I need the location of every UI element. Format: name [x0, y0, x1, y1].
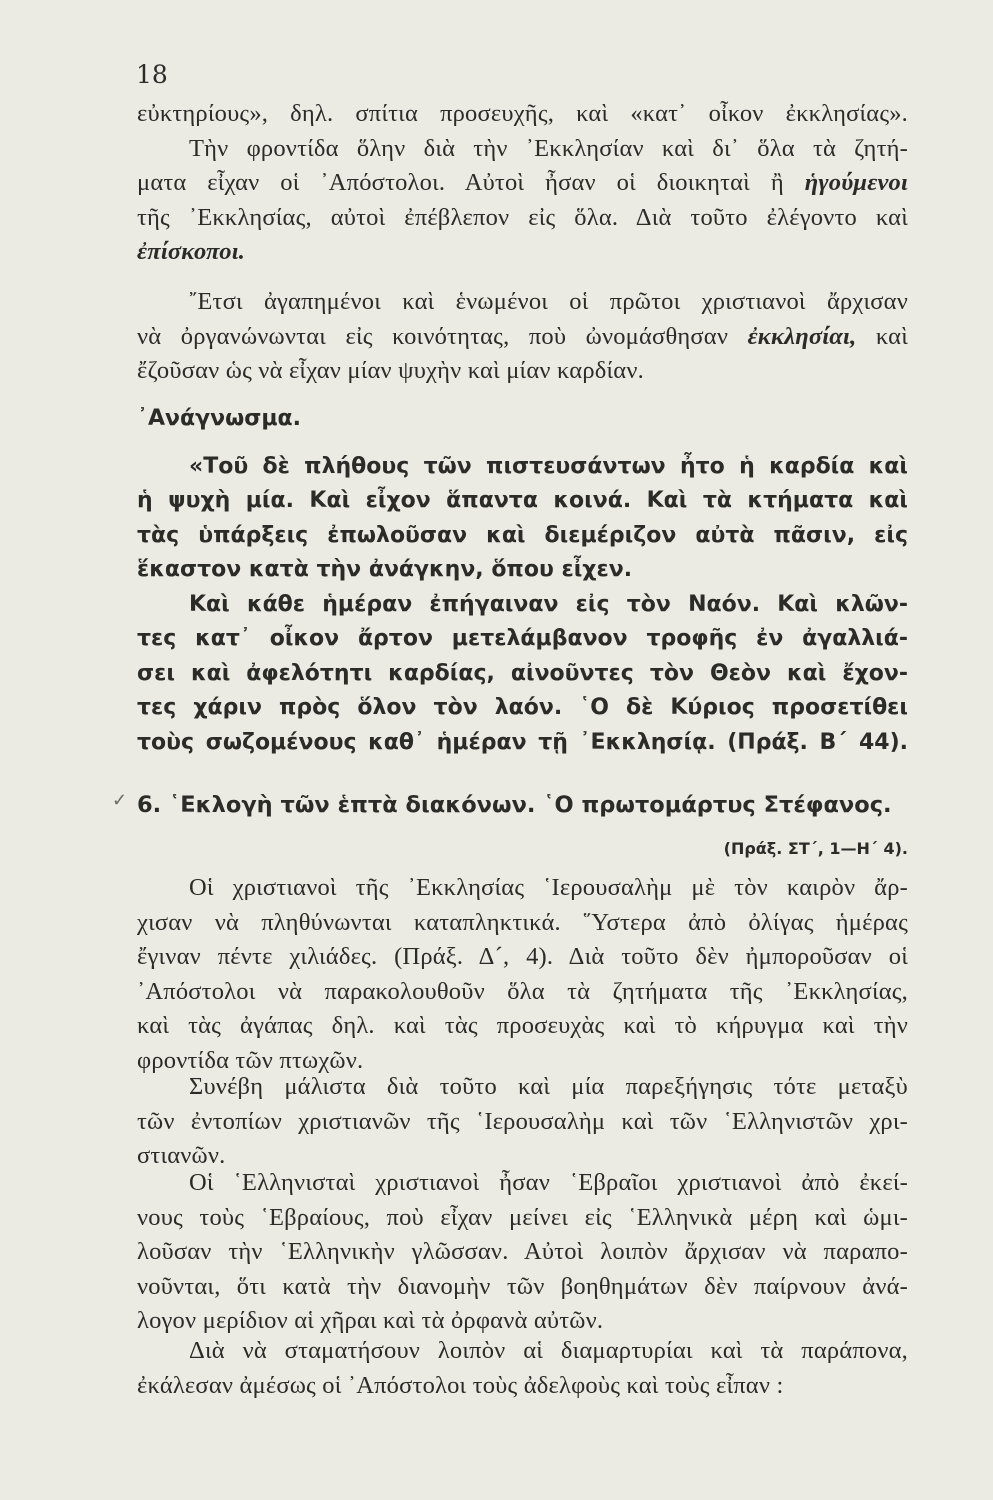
text-line: φροντίδα τῶν πτωχῶν.	[137, 1046, 364, 1074]
text-line: Συνέβη μάλιστα διὰ τοῦτο καὶ μία παρεξήγησις τότε μεταξὺ	[189, 1073, 908, 1100]
text-line: ῎Ετσι ἀγαπημένοι καὶ ἑνωμένοι οἱ πρῶτοι χριστιανοὶ ἄρχισαν	[189, 288, 908, 315]
quote-line: τὰς ὑπάρξεις ἐπωλοῦσαν καὶ διεμέριζον αὐτὰ πᾶσιν, εἰς	[137, 522, 908, 548]
section-reference: (Πράξ. ΣΤ´, 1—Η´ 4).	[723, 839, 908, 858]
reading-quote-1	[137, 450, 908, 588]
paragraph-section6-4	[137, 1334, 908, 1403]
quote-line: «Τοῦ δὲ πλήθους τῶν πιστευσάντων ἦτο ἡ καρδία καὶ	[189, 454, 908, 479]
text-line: λογον μερίδιον αἱ χῆραι καὶ τὰ ὀρφανὰ αὐτῶν.	[137, 1307, 604, 1335]
text-line: ἔζοῦσαν ὡς νὰ εἶχαν μίαν ψυχὴν καὶ μίαν καρδίαν.	[137, 357, 644, 385]
quote-line: Καὶ κάθε ἡμέραν ἐπήγαιναν εἰς τὸν Ναόν. Καὶ κλῶν-	[189, 592, 908, 617]
text-line: Οἱ χριστιανοὶ τῆς ᾿Εκκλησίας ῾Ιερουσαλὴμ μὲ τὸν καιρὸν ἄρ-	[189, 874, 908, 901]
quote-line: τες κατ᾿ οἶκον ἄρτον μετελάμβανον τροφῆς ἐν ἀγαλλιά-	[137, 626, 908, 652]
text-line: Οἱ ῾Ελληνισταὶ χριστιανοὶ ἦσαν ῾Εβραῖοι χριστιανοὶ ἀπὸ ἐκεί-	[189, 1169, 908, 1196]
text-line: νοῦνται, ὅτι κατὰ τὴν διανομὴν τῶν βοηθημάτων δὲν παίρνουν ἀνά-	[137, 1272, 908, 1300]
text-line: καὶ τὰς ἀγάπας δηλ. καὶ τὰς προσευχὰς καὶ τὸ κήρυγμα καὶ τὴν	[137, 1012, 908, 1040]
text-line: λοῦσαν τὴν ῾Ελληνικὴν γλῶσσαν. Αὐτοὶ λοιπὸν ἄρχισαν νὰ παραπο-	[137, 1238, 908, 1266]
paragraph-section6-2	[137, 1070, 908, 1174]
text-line: νους τοὺς ῾Εβραίους, ποὺ εἶχαν μείνει εἰς ῾Ελληνικὰ μέρη καὶ ὡμι-	[137, 1203, 908, 1231]
text-line: εὐκτηρίους», δηλ. σπίτια προσευχῆς, καὶ «κατ᾿ οἶκον ἐκκλησίας».	[137, 100, 908, 127]
reading-title: ᾿Ανάγνωσμα.	[137, 406, 302, 431]
text-line: τῶν ἐντοπίων χριστιανῶν τῆς ῾Ιερουσαλὴμ καὶ τῶν ῾Ελληνιστῶν χρι-	[137, 1107, 908, 1135]
emphasis-episkopoi: ἐπίσκοποι.	[137, 238, 246, 266]
text-line: ᾿Απόστολοι νὰ παρακολουθοῦν ὅλα τὰ ζητήματα τῆς ᾿Εκκλησίας,	[137, 977, 908, 1005]
quote-line: ἡ ψυχὴ μία. Καὶ εἶχον ἅπαντα κοινά. Καὶ τὰ κτήματα καὶ	[137, 488, 908, 514]
margin-check-mark: ✓	[112, 790, 128, 811]
text-line: ἔγιναν πέντε χιλιάδες. (Πράξ. Δ´, 4). Διὰ τοῦτο δὲν ἠμποροῦσαν οἱ	[137, 943, 908, 971]
quote-line: σει καὶ ἀφελότητι καρδίας, αἰνοῦντες τὸν Θεὸν καὶ ἔχον-	[137, 660, 908, 686]
text-line: χισαν νὰ πληθύνωνται καταπληκτικά. ῞Υστερα ἀπὸ ὀλίγας ἡμέρας	[137, 908, 908, 936]
quote-line: ἕκαστον κατὰ τὴν ἀνάγκην, ὅπου εἶχεν.	[137, 557, 633, 583]
text-line: Τὴν φροντίδα ὅλην διὰ τὴν ᾿Εκκλησίαν καὶ δι᾿ ὅλα τὰ ζητή-	[189, 134, 908, 162]
paragraph-intro	[137, 97, 908, 270]
text-line	[137, 235, 908, 270]
text-line: ἐκάλεσαν ἀμέσως οἱ ᾿Απόστολοι τοὺς ἀδελφοὺς καὶ τοὺς εἶπαν :	[137, 1371, 784, 1399]
text-line: ματα εἶχαν οἱ ᾿Απόστολοι. Αὐτοὶ ἦσαν οἱ διοικηταὶ ἢ ἡγούμενοι	[137, 169, 908, 197]
emphasis-ekklisiai: ἐκκλησίαι,	[747, 322, 857, 350]
text-line: στιανῶν.	[137, 1142, 226, 1170]
page-number: 18	[136, 60, 168, 89]
section-heading: 6. ῾Εκλογὴ τῶν ἑπτὰ διακόνων. ῾Ο πρωτομάρτυς Στέφανος.	[137, 792, 892, 818]
paragraph-communities	[137, 285, 908, 389]
text-line: νὰ ὀργανώνωνται εἰς κοινότητας, ποὺ ὠνομάσθησαν ἐκκλησίαι, καὶ	[137, 322, 909, 350]
emphasis-hegoumenoi: ἡγούμενοι	[804, 169, 908, 197]
paragraph-section6-3	[137, 1166, 908, 1339]
quote-line: τες χάριν πρὸς ὅλον τὸν λαόν. ῾Ο δὲ Κύριος προσετίθει	[137, 695, 908, 721]
paragraph-section6-1	[137, 871, 908, 1079]
quote-line: τοὺς σωζομένους καθ᾿ ἡμέραν τῇ ᾿Εκκλησίᾳ. (Πράξ. Β´ 44).	[137, 729, 908, 755]
text-line: τῆς ᾿Εκκλησίας, αὐτοὶ ἐπέβλεπον εἰς ὅλα. Διὰ τοῦτο ἐλέγοντο καὶ	[137, 203, 908, 231]
text-line: Διὰ νὰ σταματήσουν λοιπὸν αἱ διαμαρτυρίαι καὶ τὰ παράπονα,	[189, 1337, 908, 1364]
reading-quote-2	[137, 588, 908, 760]
